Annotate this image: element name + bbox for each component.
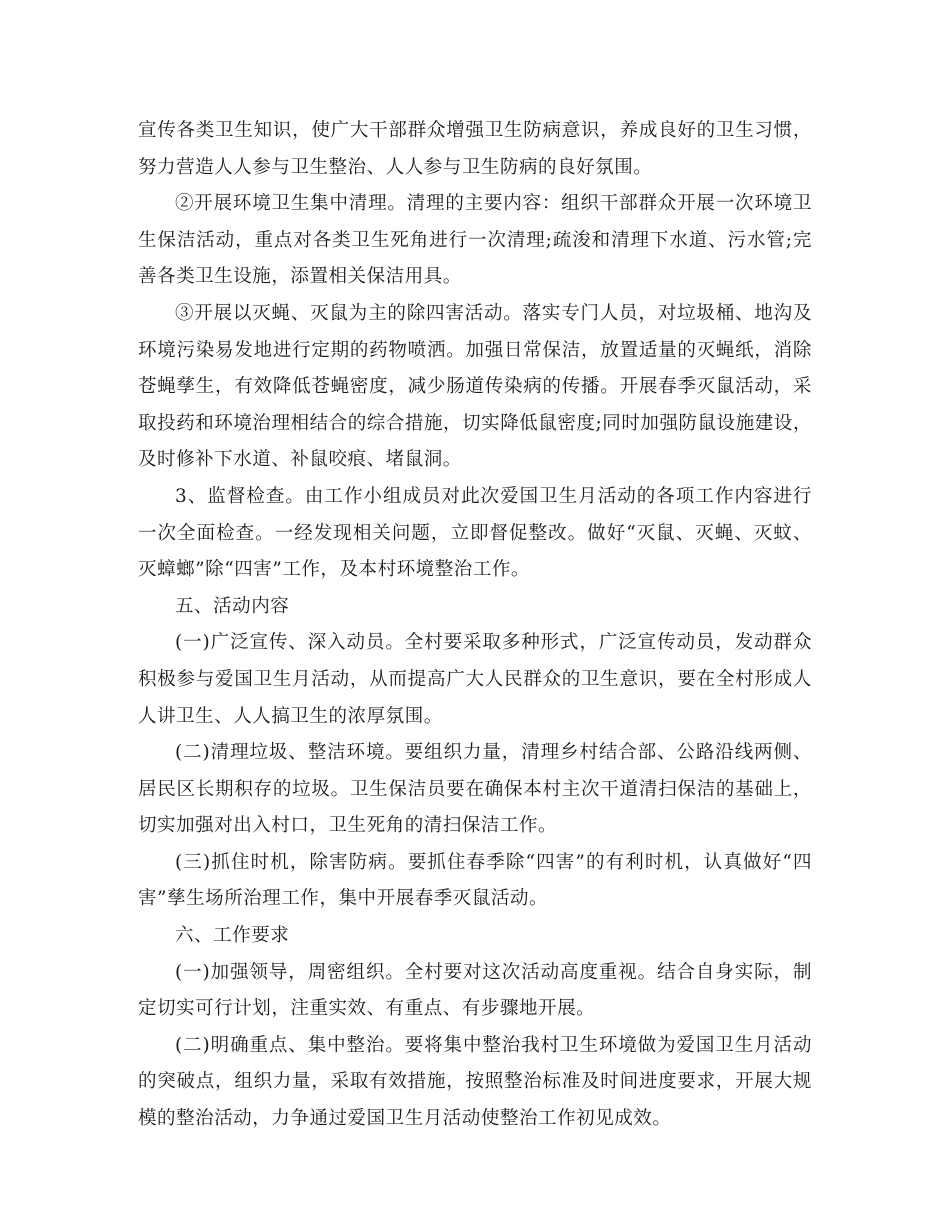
section-heading-work-requirements: 六、工作要求 [175, 925, 290, 947]
paragraph-environment-cleanup: ②开展环境卫生集中清理。清理的主要内容：组织干部群众开展一次环境卫生保洁活动，重点对各类卫生死角进行一次清理;疏浚和清理下水道、污水管;完善各类卫生设施，添置相关保洁用具。 [138, 193, 812, 288]
document-body [138, 113, 812, 1138]
section-heading-activity-content: 五、活动内容 [175, 595, 290, 617]
paragraph-hygiene-awareness: 宣传各类卫生知识，使广大干部群众增强卫生防病意识，养成良好的卫生习惯，努力营造人人参与卫生整治、人人参与卫生防病的良好氛围。 [138, 120, 812, 178]
paragraph-timely-pest-prevention: (三)抓住时机，除害防病。要抓住春季除“四害”的有利时机，认真做好“四害”孳生场所治理工作，集中开展春季灭鼠活动。 [138, 851, 812, 910]
paragraph-focused-rectification: (二)明确重点、集中整治。要将集中整治我村卫生环境做为爱国卫生月活动的突破点，组织力量，采取有效措施，按照整治标准及时间进度要求，开展大规模的整治活动，力争通过爱国卫生月活动使整治工作初见成效。 [138, 1034, 812, 1130]
paragraph-pest-control: ③开展以灭蝇、灭鼠为主的除四害活动。落实专门人员，对垃圾桶、地沟及环境污染易发地进行定期的药物喷洒。加强日常保洁，放置适量的灭蝇纸，消除苍蝇孳生，有效降低苍蝇密度，减少肠道传染病的传播。开展春季灭鼠活动，采取投药和环境治理相结合的综合措施，切实降低鼠密度;同时加强防鼠设施建设，及时修补下水道、补鼠咬痕、堵鼠洞。 [138, 302, 812, 471]
paragraph-publicity-mobilization: (一)广泛宣传、深入动员。全村要采取多种形式，广泛宣传动员，发动群众积极参与爱国卫生月活动，从而提高广大人民群众的卫生意识，要在全村形成人人讲卫生、人人搞卫生的浓厚氛围。 [138, 632, 812, 727]
paragraph-leadership-organization: (一)加强领导，周密组织。全村要对这次活动高度重视。结合自身实际，制定切实可行计划，注重实效、有重点、有步骤地开展。 [138, 961, 812, 1020]
paragraph-garbage-cleanup: (二)清理垃圾、整洁环境。要组织力量，清理乡村结合部、公路沿线两侧、居民区长期积存的垃圾。卫生保洁员要在确保本村主次干道清扫保洁的基础上，切实加强对出入村口，卫生死角的清扫保洁工作。 [138, 742, 812, 837]
paragraph-supervision-inspection: 3、监督检查。由工作小组成员对此次爱国卫生月活动的各项工作内容进行一次全面检查。一经发现相关问题，立即督促整改。做好“灭鼠、灭蝇、灭蚊、灭蟑螂”除“四害”工作，及本村环境整治工作。 [138, 485, 812, 581]
